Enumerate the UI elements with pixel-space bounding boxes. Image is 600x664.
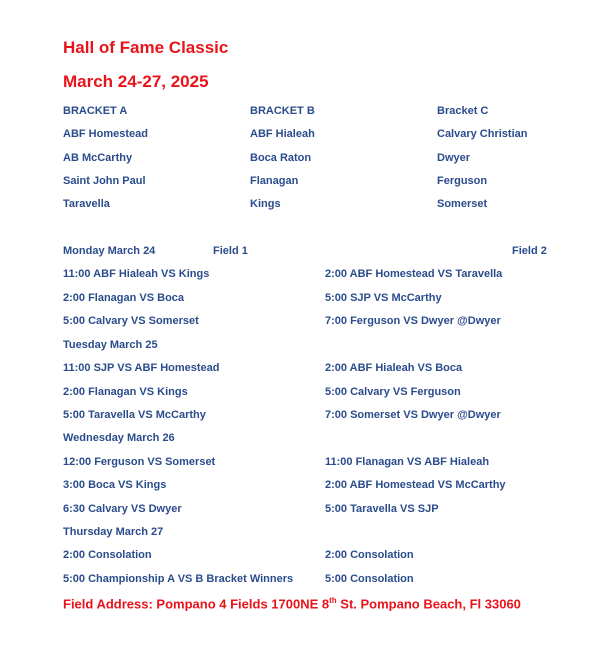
bracket-b-team: Kings (250, 198, 281, 210)
day-label: Thursday March 27 (63, 526, 164, 538)
bracket-a-team: ABF Homestead (63, 128, 148, 140)
field-address (63, 596, 521, 611)
game-field-1: 11:00 SJP VS ABF Homestead (63, 362, 220, 374)
game-field-1: 2:00 Flanagan VS Kings (63, 386, 188, 398)
game-field-1: 5:00 Taravella VS McCarthy (63, 409, 206, 421)
game-field-2: 11:00 Flanagan VS ABF Hialeah (325, 456, 490, 468)
bracket-c-heading: Bracket C (437, 105, 489, 117)
game-field-1: 5:00 Championship A VS B Bracket Winners (63, 573, 294, 585)
day-label: Wednesday March 26 (63, 432, 175, 444)
address-ordinal: th (329, 596, 337, 605)
bracket-b-heading: BRACKET B (250, 105, 315, 117)
bracket-a-team: Saint John Paul (63, 175, 146, 187)
day-label: Tuesday March 25 (63, 339, 158, 351)
game-field-2: 2:00 ABF Homestead VS Taravella (325, 268, 503, 280)
bracket-c-team: Ferguson (437, 175, 488, 187)
bracket-c-team: Dwyer (437, 152, 471, 164)
game-field-2: 5:00 Calvary VS Ferguson (325, 386, 461, 398)
game-field-1: 11:00 ABF Hialeah VS Kings (63, 268, 210, 280)
bracket-c-team: Somerset (437, 198, 488, 210)
game-field-2: 2:00 ABF Hialeah VS Boca (325, 362, 463, 374)
bracket-a-team: Taravella (63, 198, 110, 210)
game-field-1: 2:00 Flanagan VS Boca (63, 292, 185, 304)
day-label: Monday March 24 (63, 245, 156, 257)
bracket-a-heading: BRACKET A (63, 105, 128, 117)
bracket-b-team: Boca Raton (250, 152, 312, 164)
game-field-2: 7:00 Ferguson VS Dwyer @Dwyer (325, 315, 501, 327)
page-title: Hall of Fame Classic (63, 38, 229, 57)
game-field-2: 7:00 Somerset VS Dwyer @Dwyer (325, 409, 501, 421)
game-field-2: 5:00 SJP VS McCarthy (325, 292, 442, 304)
field-2-heading: Field 2 (512, 245, 547, 257)
game-field-1: 2:00 Consolation (63, 549, 152, 561)
game-field-1: 5:00 Calvary VS Somerset (63, 315, 199, 327)
game-field-2: 5:00 Taravella VS SJP (325, 503, 439, 515)
game-field-1: 12:00 Ferguson VS Somerset (63, 456, 216, 468)
address-prefix: Field Address: Pompano 4 Fields 1700NE 8 (63, 596, 330, 612)
bracket-b-team: ABF Hialeah (250, 128, 315, 140)
bracket-b-team: Flanagan (250, 175, 299, 187)
event-dates: March 24-27, 2025 (63, 72, 209, 91)
bracket-a-team: AB McCarthy (63, 152, 133, 164)
game-field-1: 3:00 Boca VS Kings (63, 479, 167, 491)
address-suffix: St. Pompano Beach, Fl 33060 (336, 596, 521, 612)
game-field-2: 5:00 Consolation (325, 573, 414, 585)
field-1-heading: Field 1 (213, 245, 248, 257)
game-field-1: 6:30 Calvary VS Dwyer (63, 503, 182, 515)
game-field-2: 2:00 Consolation (325, 549, 414, 561)
bracket-c-team: Calvary Christian (437, 128, 528, 140)
game-field-2: 2:00 ABF Homestead VS McCarthy (325, 479, 506, 491)
